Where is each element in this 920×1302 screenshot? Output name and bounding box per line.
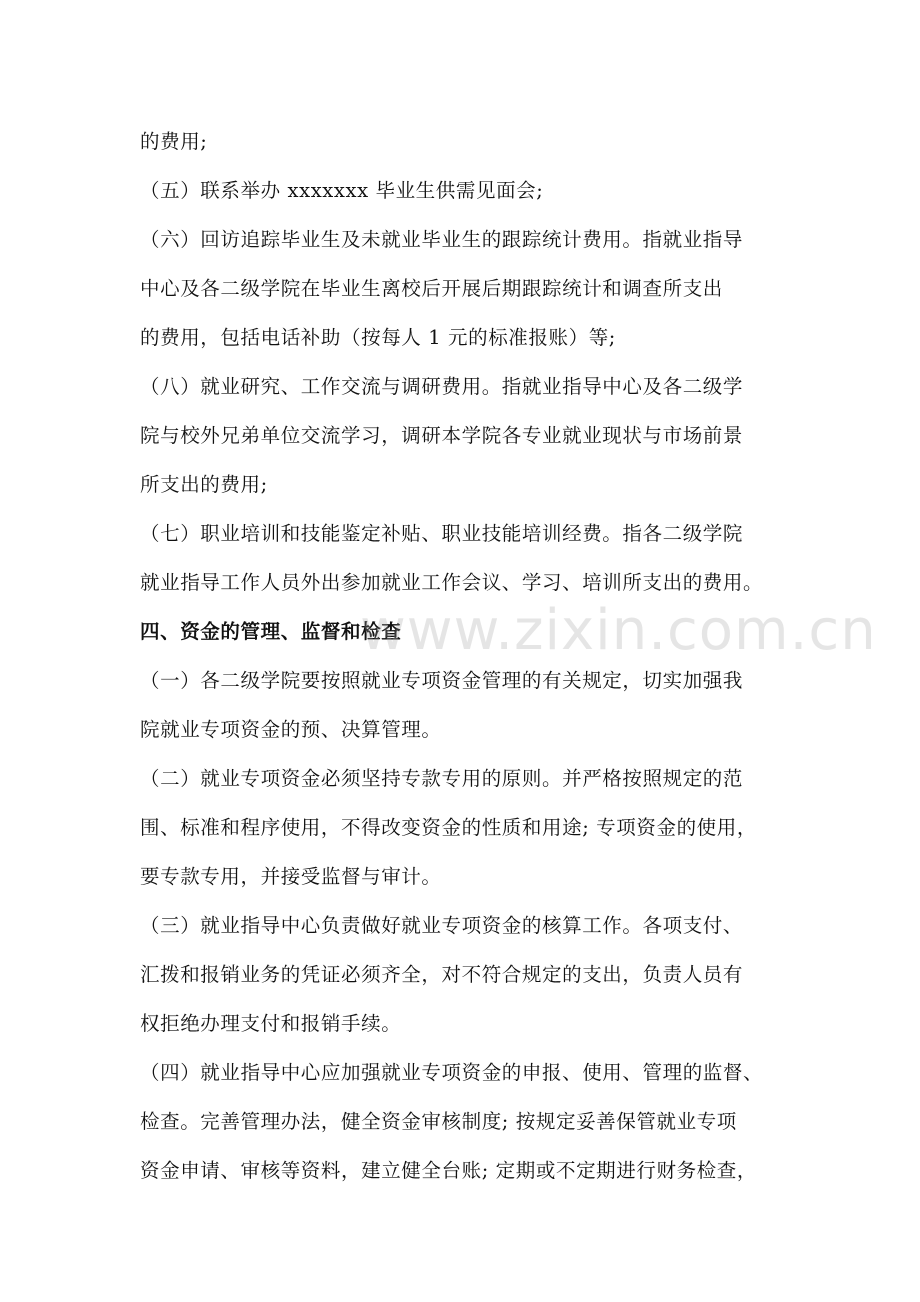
text-line: （五）联系举办 xxxxxxx 毕业生供需见面会; xyxy=(140,179,544,202)
paragraph-rule-3 xyxy=(140,901,782,1048)
text-line: 中心及各二级学院在毕业生离校后开展后期跟踪统计和调查所支出 xyxy=(140,277,723,300)
text-line: （三）就业指导中心负责做好就业专项资金的核算工作。各项支付、 xyxy=(140,914,744,937)
paragraph-item-7 xyxy=(140,509,782,607)
paragraph-rule-1 xyxy=(140,656,782,754)
section-heading: 四、资金的管理、监督和检查 xyxy=(140,620,402,643)
text-line: 资金申请、审核等资料，建立健全台账; 定期或不定期进行财务检查， xyxy=(140,1159,757,1182)
text-line: （四）就业指导中心应加强就业专项资金的申报、使用、管理的监督、 xyxy=(140,1061,764,1084)
paragraph-item-5 xyxy=(140,166,782,215)
text-line: （八）就业研究、工作交流与调研费用。指就业指导中心及各二级学 xyxy=(140,375,744,398)
text-line: （一）各二级学院要按照就业专项资金管理的有关规定，切实加强我 xyxy=(140,669,744,692)
section-heading-4 xyxy=(140,607,782,656)
text-line: 围、标准和程序使用，不得改变资金的性质和用途; 专项资金的使用， xyxy=(140,816,757,839)
paragraph-item-8 xyxy=(140,362,782,509)
text-line: 的费用，包括电话补助（按每人 1 元的标准报账）等; xyxy=(140,326,616,349)
text-line: （七）职业培训和技能鉴定补贴、职业技能培训经费。指各二级学院 xyxy=(140,522,744,545)
watermark-text: www.zixin.com.cn xyxy=(360,598,877,663)
paragraph-rule-2 xyxy=(140,754,782,901)
paragraph-cost-end xyxy=(140,117,782,166)
text-line: 权拒绝办理支付和报销手续。 xyxy=(140,1012,402,1035)
text-line: 检查。完善管理办法，健全资金审核制度; 按规定妥善保管就业专项 xyxy=(140,1110,737,1133)
paragraph-item-6 xyxy=(140,215,782,362)
text-line: （二）就业专项资金必须坚持专款专用的原则。并严格按照规定的范 xyxy=(140,767,744,790)
text-line: （六）回访追踪毕业生及未就业毕业生的跟踪统计费用。指就业指导 xyxy=(140,228,744,251)
text-line: 院就业专项资金的预、决算管理。 xyxy=(140,718,442,741)
text-line: 就业指导工作人员外出参加就业工作会议、学习、培训所支出的费用。 xyxy=(140,571,764,594)
text-line: 要专款专用，并接受监督与审计。 xyxy=(140,865,442,888)
paragraph-rule-4 xyxy=(140,1048,782,1195)
text-line: 所支出的费用; xyxy=(140,473,268,496)
text-line: 院与校外兄弟单位交流学习，调研本学院各专业就业现状与市场前景 xyxy=(140,424,744,447)
text-line: 汇拨和报销业务的凭证必须齐全，对不符合规定的支出，负责人员有 xyxy=(140,963,744,986)
text-line: 的费用; xyxy=(140,130,208,153)
document-body xyxy=(140,117,782,1195)
